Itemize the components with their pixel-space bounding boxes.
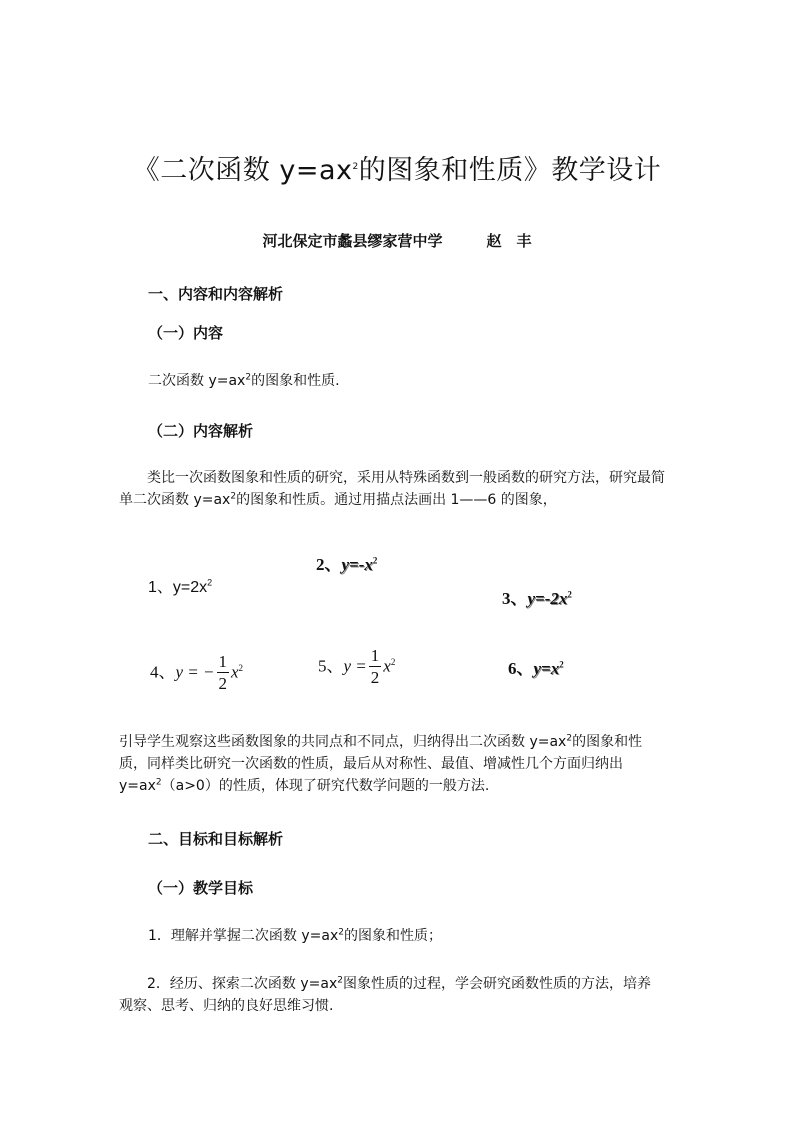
analysis-text-a: 类比一次函数图象和性质的研究，采用从特殊函数到一般函数的研究方法，研究最简单二次函数 y=ax <box>119 470 665 508</box>
guide-exponent-1: 2 <box>566 733 573 744</box>
analysis-text-b: 的图象和性质。通过用描点法画出 1——6 的图象， <box>236 492 557 508</box>
function-6-label: 6、 <box>508 659 534 678</box>
section1-sub2-heading: （二）内容解析 <box>148 422 254 440</box>
guide-exponent-2: 2 <box>155 777 162 788</box>
title-formula: y=ax <box>279 155 353 186</box>
section2-heading: 二、目标和目标解析 <box>148 830 284 848</box>
function-3 <box>502 584 572 609</box>
function-4 <box>150 652 243 695</box>
function-3-exponent: 2 <box>567 589 572 600</box>
function-4-label: 4、 <box>150 662 176 682</box>
analysis-paragraph <box>119 467 669 511</box>
content-paragraph <box>148 370 340 392</box>
goal-2-exponent: 2 <box>337 975 343 986</box>
function-3-label: 3、 <box>502 589 528 608</box>
function-2-label: 2、 <box>316 555 342 574</box>
section1-heading: 一、内容和内容解析 <box>148 285 284 303</box>
function-4-denominator: 2 <box>218 674 227 693</box>
function-6-exponent: 2 <box>559 659 564 670</box>
author-line <box>0 230 794 251</box>
function-1-label: 1、 <box>148 579 173 596</box>
function-6-expr: y=x <box>533 659 560 678</box>
function-5 <box>318 646 395 689</box>
goal-1-text-a: 1．理解并掌握二次函数 y=ax <box>148 928 339 944</box>
function-5-label: 5、 <box>318 656 344 676</box>
analysis-exponent: 2 <box>230 491 237 502</box>
title-exponent: 2 <box>352 162 359 172</box>
section2-sub1-heading: （一）教学目标 <box>148 879 254 897</box>
content-exponent: 2 <box>245 372 252 383</box>
function-5-exponent: 2 <box>390 656 396 667</box>
function-6 <box>508 654 564 679</box>
function-5-denominator: 2 <box>370 668 380 687</box>
function-4-numerator: 1 <box>218 652 227 671</box>
author-name: 赵 丰 <box>486 232 532 250</box>
author-school: 河北保定市蠡县缪家营中学 <box>262 232 443 250</box>
guide-text-c: （a>0）的性质，体现了研究代数学问题的一般方法. <box>161 778 490 794</box>
function-2 <box>316 550 377 575</box>
title-prefix: 《二次函数 <box>132 155 280 186</box>
title-suffix: 的图象和性质》教学设计 <box>358 155 662 186</box>
function-4-lhs: y = − <box>175 662 215 682</box>
function-5-fraction <box>369 646 382 689</box>
function-5-lhs: y = <box>343 656 367 676</box>
goal-2-text-a: 2．经历、探索二次函数 y=ax <box>147 976 338 992</box>
goal-1-exponent: 2 <box>338 927 344 938</box>
goal-1 <box>148 925 442 947</box>
function-5-variable: x <box>383 656 391 676</box>
function-5-numerator: 1 <box>370 646 380 665</box>
function-4-fraction <box>217 652 230 695</box>
goal-1-text-b: 的图象和性质； <box>343 928 442 944</box>
guide-text-b: 的图象和性质，同样类比研究一次函数的性质，最后从对称性、最值、增减性几个方面归纳出 y=ax <box>119 734 643 794</box>
guide-text-a: 引导学生观察这些函数图象的共同点和不同点，归纳得出二次函数 y=ax <box>119 734 567 750</box>
function-4-exponent: 2 <box>238 662 244 673</box>
content-text-a: 二次函数 y=ax <box>148 373 246 389</box>
function-2-expr: y=-x <box>341 555 373 574</box>
function-1-exponent: 2 <box>207 577 213 588</box>
function-4-variable: x <box>231 662 239 682</box>
goal-2-text-b: 图象性质的过程，学会研究函数性质的方法，培养观察、思考、归纳的良好思维习惯. <box>119 976 651 1014</box>
section1-sub1-heading: （一）内容 <box>148 324 224 342</box>
function-1-expr: y=2x <box>172 579 208 596</box>
content-text-b: 的图象和性质. <box>251 373 340 389</box>
function-2-exponent: 2 <box>372 555 378 566</box>
goal-2 <box>119 973 659 1017</box>
function-1 <box>148 574 212 597</box>
function-3-expr: y=-2x <box>527 589 568 608</box>
guide-paragraph <box>119 731 669 797</box>
document-title <box>0 148 794 187</box>
